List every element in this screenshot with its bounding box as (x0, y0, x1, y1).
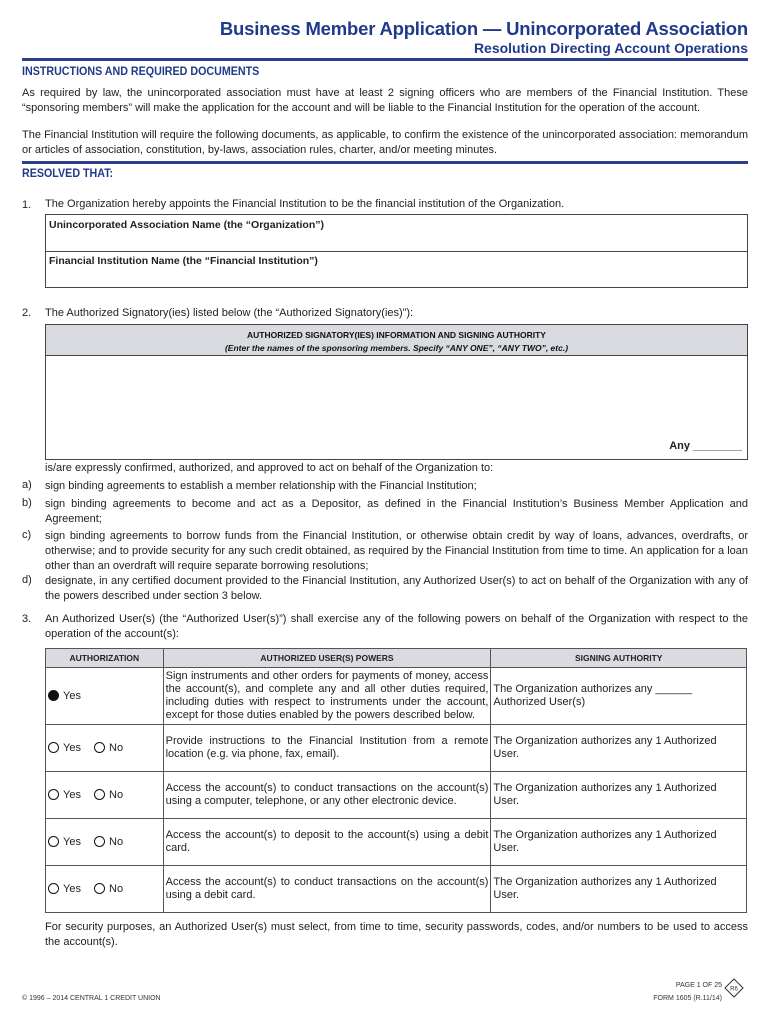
yes-option[interactable]: Yes (48, 883, 81, 895)
confirm-text: is/are expressly confirmed, authorized, and approved to act on behalf of the Organization to: (45, 462, 494, 474)
table-header-row (46, 649, 747, 668)
section-divider (22, 161, 748, 164)
box-divider (46, 251, 747, 252)
authorization-cell (46, 866, 164, 913)
no-option[interactable]: No (94, 789, 123, 801)
authority-cell: The Organization authorizes any ______ Authorized User(s) (491, 668, 747, 725)
table-row (46, 819, 747, 866)
organization-names-box (45, 214, 748, 288)
header-powers: AUTHORIZED USER(S) POWERS (163, 649, 491, 668)
item-2-text: The Authorized Signatory(ies) listed below (the “Authorized Signatory(ies)”): (45, 307, 414, 319)
table-row (46, 668, 747, 725)
power-cell: Access the account(s) to conduct transactions on the account(s) using a debit card. (163, 866, 491, 913)
no-option[interactable]: No (94, 836, 123, 848)
radio-icon[interactable] (48, 789, 59, 800)
instructions-paragraph-1: As required by law, the unincorporated association must have at least 2 signing officers who are members of the Financial Institution. These “sponsoring members” will make the application for the account and will be liable to the Financial Institution for the operation of the account. (22, 87, 748, 114)
any-count-field[interactable]: Any ________ (669, 440, 742, 452)
table-row (46, 772, 747, 819)
copyright: © 1996 – 2014 CENTRAL 1 CREDIT UNION (22, 995, 161, 1002)
authority-cell: The Organization authorizes any 1 Authorized User. (491, 725, 747, 772)
no-option[interactable]: No (94, 883, 123, 895)
sub-item-b-text: sign binding agreements to become and act as a Depositor, as defined in the Financial Institution’s Business Member Application and Agreement; (45, 498, 748, 525)
radio-icon[interactable] (94, 742, 105, 753)
item-3-number: 3. (22, 613, 32, 625)
authority-cell: The Organization authorizes any 1 Authorized User. (491, 772, 747, 819)
sub-item-d-text: designate, in any certified document provided to the Financial Institution, any Authorized User(s) to act on behalf of the Organization with any of the powers described under section 3 below. (45, 575, 748, 602)
table-row (46, 866, 747, 913)
no-option[interactable]: No (94, 742, 123, 754)
sub-item-d-letter: d) (22, 574, 32, 586)
instructions-paragraph-2: The Financial Institution will require the following documents, as applicable, to confirm the existence of the unincorporated association: memorandum or articles of association, constitution, by-laws, association rules, charter, and/or meeting minutes. (22, 129, 748, 156)
power-cell: Access the account(s) to deposit to the account(s) using a debit card. (163, 819, 491, 866)
yes-option[interactable]: Yes (48, 789, 81, 801)
page-title: Business Member Application — Unincorporated Association (219, 18, 748, 39)
authorization-cell (46, 819, 164, 866)
power-cell: Access the account(s) to conduct transactions on the account(s) using a computer, telephone, or any other electronic device. (163, 772, 491, 819)
yes-option[interactable]: Yes (48, 836, 81, 848)
item-1-text: The Organization hereby appoints the Financial Institution to be the financial institution of the Organization. (45, 198, 565, 210)
revision-badge-label: R6 (730, 986, 738, 993)
radio-icon[interactable] (94, 883, 105, 894)
signatory-header (46, 325, 747, 356)
radio-icon[interactable] (48, 883, 59, 894)
authorization-cell (46, 725, 164, 772)
header-authorization: AUTHORIZATION (46, 649, 164, 668)
radio-icon[interactable] (48, 742, 59, 753)
signatory-header-title: AUTHORIZED SIGNATORY(IES) INFORMATION AND SIGNING AUTHORITY (247, 330, 546, 340)
fi-name-label: Financial Institution Name (the “Financial Institution”) (49, 255, 318, 267)
radio-icon[interactable] (94, 789, 105, 800)
sub-item-b-letter: b) (22, 497, 32, 509)
authorization-table (45, 648, 747, 913)
signatory-header-instructions: (Enter the names of the sponsoring members. Specify “ANY ONE”, “ANY TWO”, etc.) (224, 343, 569, 353)
authorization-cell (46, 668, 164, 725)
yes-option[interactable]: Yes (48, 690, 81, 702)
page-subtitle: Resolution Directing Account Operations (473, 40, 748, 56)
item-2-number: 2. (22, 307, 32, 319)
authority-cell: The Organization authorizes any 1 Authorized User. (491, 819, 747, 866)
page-number: PAGE 1 OF 25 (675, 982, 722, 989)
yes-option[interactable]: Yes (48, 742, 81, 754)
sub-item-c-text: sign binding agreements to borrow funds from the Financial Institution, or otherwise obtain credit by way of loans, advances, overdrafts, or otherwise; and to provide security for any such credit obtained, as required by the Financial Institution from time to time. An application for a loan other than an overdraft will require separate borrowing resolutions; (45, 530, 748, 572)
authorization-cell (46, 772, 164, 819)
resolved-heading: RESOLVED THAT: (22, 168, 114, 180)
sub-item-a-letter: a) (22, 479, 32, 491)
table-row (46, 725, 747, 772)
header-divider (22, 58, 748, 61)
power-cell: Sign instruments and other orders for payments of money, access the account(s), and complete any and all other duties required, including duties with respect to instruments under the account, except for those duties enabled by the powers described below. (163, 668, 491, 725)
item-3-text: An Authorized User(s) (the “Authorized User(s)”) shall exercise any of the following powers on behalf of the Organization with respect to the operation of the account(s): (45, 613, 748, 640)
org-name-field[interactable] (46, 233, 745, 250)
revision-badge-icon (724, 978, 744, 998)
security-note: For security purposes, an Authorized User(s) must select, from time to time, security passwords, codes, and/or numbers to be used to access the account(s). (45, 921, 748, 948)
power-cell: Provide instructions to the Financial Institution from a remote location (e.g. via phone, fax, email). (163, 725, 491, 772)
radio-icon[interactable] (48, 836, 59, 847)
radio-icon[interactable] (94, 836, 105, 847)
sub-item-c-letter: c) (22, 529, 32, 541)
org-name-label: Unincorporated Association Name (the “Organization”) (49, 219, 324, 231)
header-signing-authority: SIGNING AUTHORITY (491, 649, 747, 668)
fi-name-field[interactable] (46, 269, 745, 286)
signatory-box (45, 324, 748, 460)
sub-item-a-text: sign binding agreements to establish a member relationship with the Financial Institution; (45, 480, 477, 492)
form-number: FORM 1605 (R.11/14) (653, 995, 722, 1002)
radio-selected-icon[interactable] (48, 690, 59, 701)
instructions-heading: INSTRUCTIONS AND REQUIRED DOCUMENTS (22, 66, 260, 78)
item-1-number: 1. (22, 199, 32, 211)
authority-cell: The Organization authorizes any 1 Authorized User. (491, 866, 747, 913)
signatory-names-field[interactable] (46, 356, 747, 456)
